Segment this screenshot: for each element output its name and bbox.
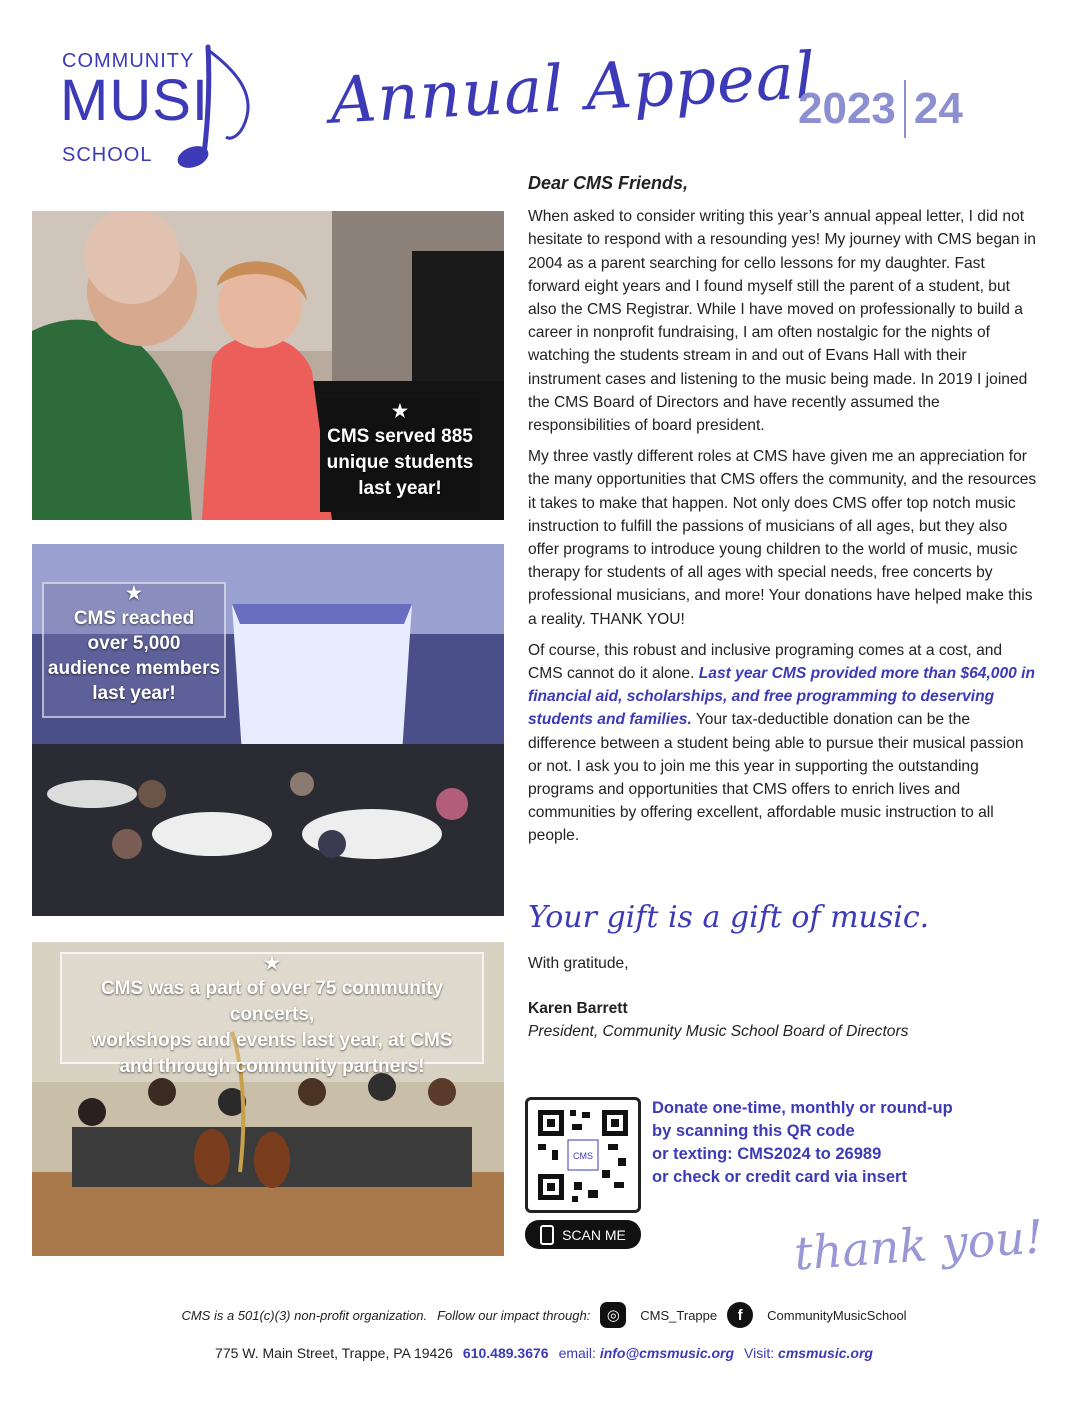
cms-logo (58, 42, 268, 177)
annual-appeal-title: Annual Appeal (328, 39, 819, 139)
year-second: 24 (913, 84, 963, 133)
phone-icon (540, 1225, 554, 1245)
callout-line: audience members (47, 658, 221, 679)
thank-you-script: thank you! (792, 1209, 1046, 1281)
callout-line: last year! (358, 478, 442, 499)
logo-school: SCHOOL (62, 144, 153, 166)
callout-line: and through community partners! (119, 1056, 425, 1077)
scan-me-button[interactable] (525, 1220, 641, 1249)
logo-music: MUSI (60, 68, 209, 133)
address: 775 W. Main Street, Trappe, PA 19426 (215, 1345, 453, 1361)
callout-line: CMS served 885 (327, 426, 473, 447)
callout-line: CMS was a part of over 75 community concerts, (100, 978, 444, 1025)
appeal-letter (528, 172, 1038, 856)
paragraph-text: Your tax-deductible donation can be the difference between a student being able to pursue their musical passion or not. I ask you to join me this year in supporting the outstanding programs and opportunities that CMS offers to enrich lives and communities by offering excellent, affordable music instruction to all people. (528, 711, 1024, 845)
email-link[interactable]: info@cmsmusic.org (599, 1345, 735, 1361)
nonprofit-statement: CMS is a 501(c)(3) non-profit organization. (181, 1307, 428, 1323)
facebook-handle[interactable]: CommunityMusicSchool (767, 1307, 907, 1323)
callout-students-served (320, 398, 480, 512)
callout-line: workshops and events last year, at CMS (91, 1030, 453, 1051)
letter-paragraph-3 (528, 639, 1038, 848)
callout-line: unique students (326, 452, 474, 473)
instagram-handle[interactable]: CMS_Trappe (640, 1307, 718, 1323)
visit-label: Visit: (744, 1345, 775, 1361)
donate-line: Donate one-time, monthly or round-up (652, 1099, 953, 1117)
phone-number[interactable]: 610.489.3676 (462, 1345, 549, 1361)
facebook-icon[interactable]: f (727, 1302, 753, 1328)
paragraph-text: Of course, this robust and inclusive programing comes at a cost, and CMS cannot do it alone. (528, 641, 1003, 683)
scan-me-label: SCAN ME (562, 1226, 626, 1243)
callout-line: CMS reached (73, 608, 195, 629)
signer-title: President, Community Music School Board of Directors (528, 1023, 909, 1040)
salutation: Dear CMS Friends, (528, 173, 689, 193)
music-note-icon (168, 42, 268, 177)
year-divider (904, 80, 906, 138)
star-icon: ★ (391, 401, 409, 421)
gift-of-music-tagline: Your gift is a gift of music. (528, 900, 930, 935)
callout-line: last year! (92, 683, 176, 704)
follow-label: Follow our impact through: (437, 1307, 591, 1323)
star-icon: ★ (263, 953, 281, 973)
donate-instructions (652, 1097, 1012, 1189)
highlight-text: Last year CMS provided more than $64,000 in financial aid, scholarships, and free programming to deserving students and families. (528, 665, 1036, 729)
letter-paragraph-2: My three vastly different roles at CMS have given me an appreciation for the many opportunities that CMS offers the community, and the resources it takes to make that happen. Not only does CMS offer top notch music instruction to fulfill the passions of musicians of all ages, but they also offer programs to introduce young children to the world of music, music therapy for students of all ages with special needs, free concerts by professional musicians, and more! Your donations have helped make this a reality. THANK YOU! (528, 448, 1037, 628)
donate-line: or texting: CMS2024 to 26989 (652, 1145, 882, 1163)
svg-text:CMS: CMS (573, 1151, 593, 1161)
callout-line: over 5,000 (87, 633, 181, 654)
instagram-icon[interactable]: ◎ (600, 1302, 626, 1328)
closing: With gratitude, (528, 955, 629, 972)
signer-name: Karen Barrett (528, 1000, 628, 1017)
year-label (798, 80, 963, 138)
year-first: 2023 (798, 84, 896, 133)
logo-community: COMMUNITY (62, 50, 195, 72)
letter-paragraph-1: When asked to consider writing this year’s annual appeal letter, I did not hesitate to respond with a resounding yes! My journey with CMS began in 2004 as a parent searching for cello lessons for my daughter. Fast forward eight years and I found myself still the parent of a student, but also the CMS Registrar. While I have moved on professionally to build a career in nonprofit fundraising, I am often nostalgic for the nights of watching the students stream in and out of Evans Hall with their instrument cases and listening to the music being made. In 2019 I joined the CMS Board of Directors and have recently assumed the responsibilities of board president. (528, 208, 1036, 435)
callout-community-concerts (60, 952, 484, 1077)
email-label: email: (558, 1345, 596, 1361)
email-contact (559, 1345, 734, 1361)
donate-line: or check or credit card via insert (652, 1168, 907, 1186)
footer-social (0, 1302, 1088, 1328)
qr-code[interactable] (525, 1097, 641, 1213)
website-contact (744, 1345, 873, 1361)
donate-line: by scanning this QR code (652, 1122, 855, 1140)
callout-audience-reached (42, 582, 226, 718)
website-link[interactable]: cmsmusic.org (778, 1345, 873, 1361)
footer-contact (0, 1345, 1088, 1361)
qr-code-icon (528, 1100, 638, 1210)
star-icon: ★ (125, 583, 143, 603)
